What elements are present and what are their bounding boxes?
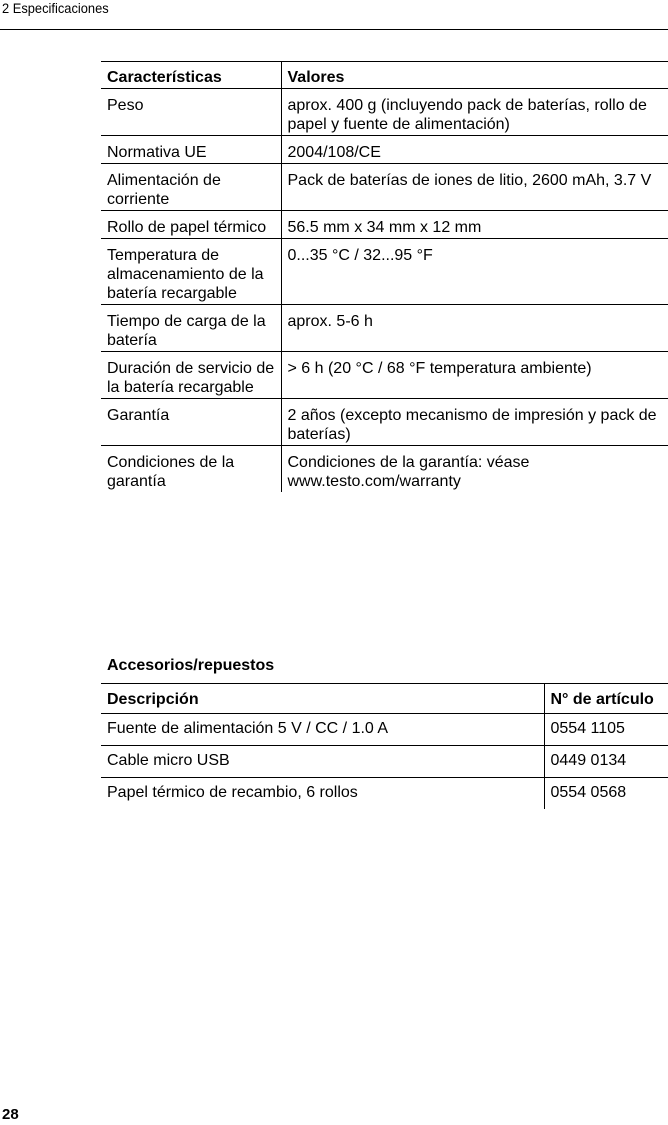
spec-name: Temperatura de almacenamiento de la batería recargable [107,247,264,302]
spec-value: aprox. 400 g (incluyendo pack de baterías, rollo de papel y fuente de alimentación) [281,89,668,136]
table-row [101,352,668,399]
table-row [101,399,668,446]
spec-name: Condiciones de la garantía [107,454,235,490]
spec-value: Pack de baterías de iones de litio, 2600 mAh, 3.7 V [281,164,668,211]
spec-value: 2004/108/CE [281,136,668,164]
accessory-description: Fuente de alimentación 5 V / CC / 1.0 A [107,720,389,737]
spec-value: 2 años (excepto mecanismo de impresión y pack de baterías) [281,399,668,446]
accessories-table [101,683,668,809]
spec-value: 0...35 °C / 32...95 °F [281,239,668,305]
spec-name: Rollo de papel térmico [107,219,267,236]
table-row [101,89,668,136]
spec-value: 56.5 mm x 34 mm x 12 mm [281,211,668,239]
spec-name: Duración de servicio de la batería recargable [107,360,275,396]
table-row [101,778,668,810]
table-row [101,305,668,352]
accessory-article-number: 0449 0134 [544,746,668,778]
column-header-article-number: N° de artículo [544,684,668,714]
spec-name: Garantía [107,407,170,424]
spec-value: > 6 h (20 °C / 68 °F temperatura ambiente) [281,352,668,399]
specifications-table [101,61,668,492]
table-row [101,239,668,305]
spec-name: Peso [107,97,144,114]
spec-name: Normativa UE [107,144,207,161]
accessory-description: Cable micro USB [107,752,230,769]
table-row [101,211,668,239]
column-header-values: Valores [281,62,668,89]
page-number: 28 [2,1106,19,1123]
accessory-article-number: 0554 0568 [544,778,668,810]
spec-value: Condiciones de la garantía: véase www.testo.com/warranty [281,446,668,493]
table-row [101,164,668,211]
spec-name: Alimentación de corriente [107,172,221,208]
accessory-description: Papel térmico de recambio, 6 rollos [107,784,358,801]
table-row [101,746,668,778]
table-header-row [101,684,668,714]
table-header-row [101,62,668,89]
spec-value: aprox. 5-6 h [281,305,668,352]
table-row [101,714,668,746]
column-header-description: Descripción [107,691,199,708]
spec-name: Tiempo de carga de la batería [107,313,266,349]
table-row [101,136,668,164]
table-row [101,446,668,493]
column-header-characteristics: Características [107,69,222,86]
accessories-heading: Accesorios/repuestos [107,657,275,674]
accessory-article-number: 0554 1105 [544,714,668,746]
page-header [0,0,668,30]
section-header-title: 2 Especificaciones [2,0,109,16]
